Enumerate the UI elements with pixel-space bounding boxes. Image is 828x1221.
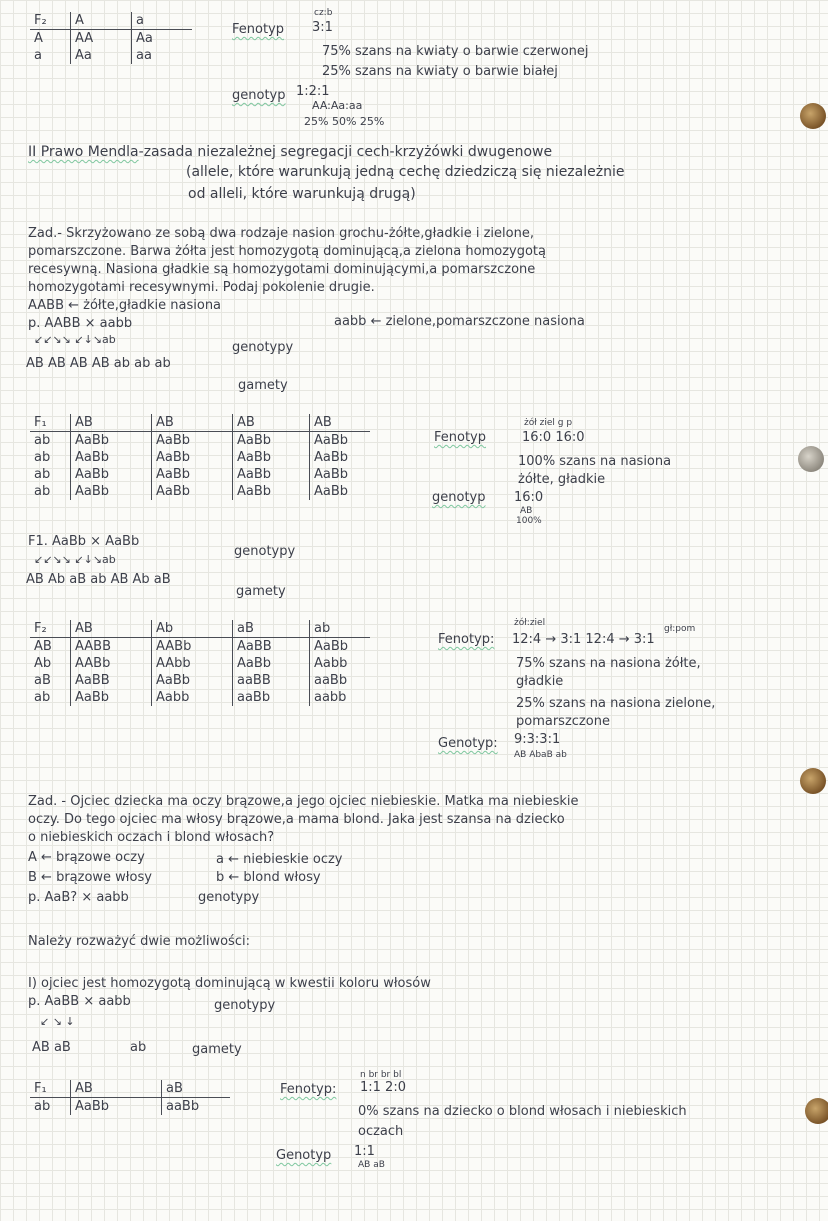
task2-line-1: Zad. - Ojciec dziecka ma oczy brązowe,a jego ojciec niebieskie. Matka ma niebieskie: [28, 794, 579, 809]
punnett-square-f2-dihybrid: F₂ AB Ab aB ab AB AABB AABb AaBB AaBb Ab AABb AAbb AaBb Aabb aB AaBB AaBb aaBB aaBb ab AaBb Aabb aaBb aabb: [30, 620, 370, 706]
task1-genotypy-label: genotypy: [232, 340, 294, 355]
fenotyp-superscript: cz:b: [314, 8, 333, 18]
task1-line-3: recesywną. Nasiona gładkie są homozygotami dominującymi,a pomarszczone: [28, 262, 536, 277]
task2-case-1-gamety: gamety: [192, 1042, 242, 1057]
f1-genotyp-label: genotyp: [432, 490, 486, 505]
f1-gamety-label: gamety: [236, 584, 286, 599]
genotyp-ratio: 1:2:1: [296, 84, 330, 99]
law-heading: II Prawo Mendla-zasada niezależnej segregacji cech-krzyżówki dwugenowe: [28, 144, 553, 160]
task1-line-1: Zad.- Skrzyżowano ze sobą dwa rodzaje nasion grochu-żółte,gładkie i zielone,: [28, 226, 534, 241]
punch-hole: [800, 768, 826, 794]
genotyp-label: genotyp: [232, 88, 286, 103]
task2-case-1-gametes-left: AB aB: [32, 1040, 71, 1055]
f2-result-line-1: 75% szans na nasiona żółte,: [516, 656, 701, 671]
task1-gamety-label: gamety: [238, 378, 288, 393]
task2-legend-a-right: a ← niebieskie oczy: [216, 852, 343, 867]
genotyp-line-2: 25% 50% 25%: [304, 115, 385, 128]
fenotyp-ratio: 3:1: [312, 20, 333, 35]
task2-genotyp-label: Genotyp: [276, 1148, 332, 1163]
punnett-square-f2-monohybrid: F₂ A a A AA Aa a Aa aa: [30, 12, 192, 64]
f2-genotyp-ratio: 9:3:3:1: [514, 732, 561, 747]
task2-result-line-2: oczach: [358, 1124, 404, 1139]
f2-genotyp-label: Genotyp:: [438, 736, 498, 751]
task2-parent-cross: p. AaB? × aabb: [28, 890, 129, 905]
task2-fenotyp-head: n br br bl: [360, 1070, 402, 1080]
task1-legend-right: aabb ← zielone,pomarszczone nasiona: [334, 314, 585, 329]
task2-fenotyp-ratio: 1:1 2:0: [360, 1080, 406, 1095]
f1-gametes: AB Ab aB ab AB Ab aB: [26, 572, 171, 587]
fenotyp-label: Fenotyp: [232, 22, 284, 37]
task1-arrows: ↙↙↘↘ ↙↓↘ab: [34, 333, 116, 346]
f2-fenotyp-head-2: gł:pom: [664, 624, 696, 634]
task2-legend-b-right: b ← blond włosy: [216, 870, 321, 885]
task1-line-2: pomarszczone. Barwa żółta jest homozygotą dominującą,a zielona homozygotą: [28, 244, 546, 259]
fenotyp-line-1: 75% szans na kwiaty o barwie czerwonej: [322, 44, 589, 59]
task2-legend-b-left: B ← brązowe włosy: [28, 870, 152, 885]
punch-hole: [800, 103, 826, 129]
f1-genotypy-label: genotypy: [234, 544, 296, 559]
task2-genotyp-sub: AB aB: [358, 1160, 385, 1170]
f2-fenotyp-label: Fenotyp:: [438, 632, 495, 647]
f1-genotyp-ratio: 16:0: [514, 490, 544, 505]
task2-case-1-gametes-right: ab: [130, 1040, 147, 1055]
f1-fenotyp-ratio: 16:0 16:0: [522, 430, 585, 445]
law-text-3: od alleli, które warunkują drugą): [188, 186, 416, 202]
task2-case-1-genotypy: genotypy: [214, 998, 276, 1013]
f1-genotyp-sub-1: AB: [520, 506, 533, 516]
task2-genotyp-ratio: 1:1: [354, 1144, 375, 1159]
f1-genotyp-sub-2: 100%: [516, 516, 542, 526]
genotyp-line-1: AA:Aa:aa: [312, 99, 363, 112]
punnett-square-case-1: F₁ AB aB ab AaBb aaBb: [30, 1080, 230, 1115]
f1-fenotyp-head: żół ziel g p: [524, 418, 573, 428]
f2-fenotyp-ratio: 12:4 → 3:1 12:4 → 3:1: [512, 632, 655, 647]
task2-case-1-arrows: ↙ ↘ ↓: [40, 1015, 75, 1028]
f1-fenotyp-label: Fenotyp: [434, 430, 486, 445]
task2-consider: Należy rozważyć dwie możliwości:: [28, 934, 250, 949]
task1-line-4: homozygotami recesywnymi. Podaj pokolenie drugie.: [28, 280, 375, 295]
punch-hole: [805, 1098, 828, 1124]
f2-result-line-2: gładkie: [516, 674, 564, 689]
task2-case-1: I) ojciec jest homozygotą dominującą w kwestii koloru włosów: [28, 976, 431, 991]
task1-legend-left: AABB ← żółte,gładkie nasiona: [28, 298, 222, 313]
task2-fenotyp-label: Fenotyp:: [280, 1082, 337, 1097]
fenotyp-line-2: 25% szans na kwiaty o barwie białej: [322, 64, 558, 79]
task2-genotypy-label: genotypy: [198, 890, 260, 905]
f2-result-line-4: pomarszczone: [516, 714, 610, 729]
punch-hole: [798, 446, 824, 472]
task2-result-line-1: 0% szans na dziecko o blond włosach i niebieskich: [358, 1104, 687, 1119]
f2-result-line-3: 25% szans na nasiona zielone,: [516, 696, 716, 711]
task1-parent-cross: p. AABB × aabb: [28, 316, 133, 331]
law-text-2: (allele, które warunkują jedną cechę dziedziczą się niezależnie: [186, 164, 625, 180]
f1-cross: F1. AaBb × AaBb: [28, 534, 140, 549]
task2-legend-a-left: A ← brązowe oczy: [28, 850, 145, 865]
f1-fenotyp-line-2: żółte, gładkie: [518, 472, 606, 487]
f2-fenotyp-head-1: żół:ziel: [514, 618, 546, 628]
f1-arrows: ↙↙↘↘ ↙↓↘ab: [34, 553, 116, 566]
f2-genotyp-sub: AB AbaB ab: [514, 750, 567, 760]
task2-line-3: o niebieskich oczach i blond włosach?: [28, 830, 275, 845]
task2-line-2: oczy. Do tego ojciec ma włosy brązowe,a mama blond. Jaka jest szansa na dziecko: [28, 812, 565, 827]
f1-fenotyp-line-1: 100% szans na nasiona: [518, 454, 672, 469]
task2-case-1-cross: p. AaBB × aabb: [28, 994, 131, 1009]
punnett-square-f1: F₁ AB AB AB AB ab AaBb AaBb AaBb AaBb ab AaBb AaBb AaBb AaBb ab AaBb AaBb AaBb AaBb ab AaBb AaBb AaBb AaBb: [30, 414, 370, 500]
task1-gametes: AB AB AB AB ab ab ab: [26, 356, 171, 371]
